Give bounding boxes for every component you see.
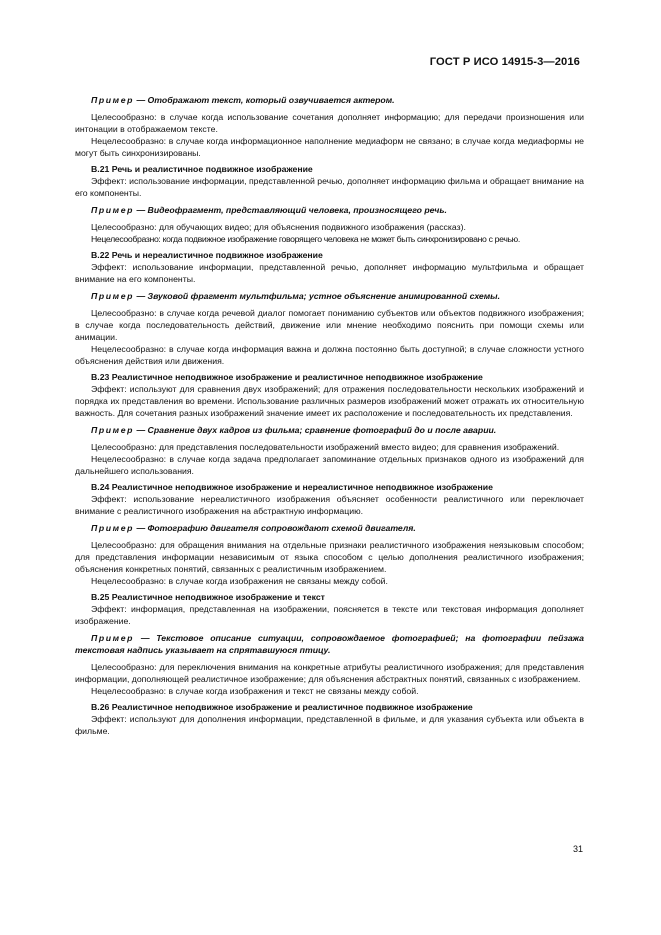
document-body [75, 89, 584, 737]
example-paragraph [75, 522, 584, 534]
body-paragraph: Эффект: используют для сравнения двух изображений; для отражения последовательности нескольких изображений и порядка их представления во времени. Использование различных размеров изображений может отражать их относительную важность. Для сочетания разных изображений значение имеет их расположение и последовательность их представления. [75, 384, 584, 418]
body-paragraph: Эффект: используют для дополнения информации, представленной в фильме, и для указания субъекта или объекта в фильме. [75, 714, 584, 736]
example-text: — Видеофрагмент, представляющий человека, произносящего речь. [134, 205, 447, 215]
example-text: — Звуковой фрагмент мультфильма; устное объяснение анимированной схемы. [134, 291, 501, 301]
example-label: Пример [91, 523, 135, 533]
example-label: Пример [91, 291, 135, 301]
body-paragraph: Целесообразно: для обучающих видео; для объяснения подвижного изображения (рассказ). [91, 222, 466, 232]
example-label: Пример [91, 425, 135, 435]
example-paragraph [75, 424, 584, 436]
document-number: ГОСТ Р ИСО 14915-3—2016 [429, 56, 580, 68]
page-number: 31 [572, 844, 583, 854]
body-paragraph: Эффект: использование информации, представленной речью, дополняет информацию фильма и обращает внимание на его компоненты. [75, 176, 584, 198]
example-text: — Сравнение двух кадров из фильма; сравнение фотографий до и после аварии. [134, 425, 497, 435]
body-paragraph: Нецелесообразно: когда подвижное изображение говорящего человека не может быть синхронизировано с речью. [91, 234, 520, 244]
example-text: — Отображают текст, который озвучивается актером. [134, 95, 395, 105]
body-paragraph: Целесообразно: в случае когда использование сочетания дополняет информацию; для передачи произношения или интонации в отображаемом тексте. [75, 112, 584, 134]
example-paragraph [75, 290, 584, 302]
body-paragraph: Эффект: использование информации, представленной речью, дополняет информацию мультфильма и обращает внимание на его компоненты. [75, 262, 584, 284]
body-paragraph: Целесообразно: в случае когда речевой диалог помогает пониманию субъектов или объектов подвижного изображения; в случае когда последовательность действий, движение или мнение необходимо пояснить при помощи схемы или анимации. [75, 308, 584, 342]
example-label: Пример [91, 95, 135, 105]
body-paragraph: Нецелесообразно: в случае когда изображения не связаны между собой. [91, 576, 388, 586]
section-heading: B.24 Реалистичное неподвижное изображение и нереалистичное неподвижное изображение [91, 482, 493, 492]
example-paragraph [75, 204, 584, 216]
section-heading: B.23 Реалистичное неподвижное изображение и реалистичное неподвижное изображение [91, 372, 483, 382]
section-heading: B.25 Реалистичное неподвижное изображение и текст [91, 592, 325, 602]
body-paragraph: Целесообразно: для обращения внимания на отдельные признаки реалистичного изображения неязыковым способом; для представления информации независимым от языка способом с целью дополнения реалистичного изображения; объяснения конкретных понятий, связанных с реалистичным изображением. [75, 540, 584, 574]
example-label: Пример [91, 633, 135, 643]
body-paragraph: Эффект: информация, представленная на изображении, поясняется в тексте или текстовая информация дополняет изображение. [75, 604, 584, 626]
example-text: — Текстовое описание ситуации, сопровождаемое фотографией; на фотографии пейзажа текстовая надпись указывает на спрятавшуюся птицу. [75, 633, 584, 655]
body-paragraph: Нецелесообразно: в случае когда информационное наполнение медиаформ не связано; в случае когда медиаформы не могут быть синхронизированы. [75, 136, 584, 158]
body-paragraph: Нецелесообразно: в случае когда информация важна и должна постоянно быть доступной; в случае сложности устного объяснения действия или движения. [75, 344, 584, 366]
section-heading: B.26 Реалистичное неподвижное изображение и реалистичное подвижное изображение [91, 702, 473, 712]
body-paragraph: Целесообразно: для представления последовательности изображений вместо видео; для сравнения изображений. [91, 442, 560, 452]
body-paragraph: Нецелесообразно: в случае когда задача предполагает запоминание отдельных признаков одного из изображений для дальнейшего использования. [75, 454, 584, 476]
body-paragraph: Нецелесообразно: в случае когда изображения и текст не связаны между собой. [91, 686, 419, 696]
example-label: Пример [91, 205, 135, 215]
section-heading: B.21 Речь и реалистичное подвижное изображение [91, 164, 313, 174]
body-paragraph: Целесообразно: для переключения внимания на конкретные атрибуты реалистичного изображения; для представления информации, дополняющей реалистичное изображение; для объяснения абстрактных понятий, связанных с изображением. [75, 662, 584, 684]
example-paragraph [75, 94, 584, 106]
section-heading: B.22 Речь и нереалистичное подвижное изображение [91, 250, 323, 260]
example-paragraph [75, 632, 584, 656]
example-text: — Фотографию двигателя сопровождают схемой двигателя. [134, 523, 416, 533]
body-paragraph: Эффект: использование нереалистичного изображения объясняет особенности реалистичного или переключает внимание с реалистичного изображения на абстрактную информацию. [75, 494, 584, 516]
